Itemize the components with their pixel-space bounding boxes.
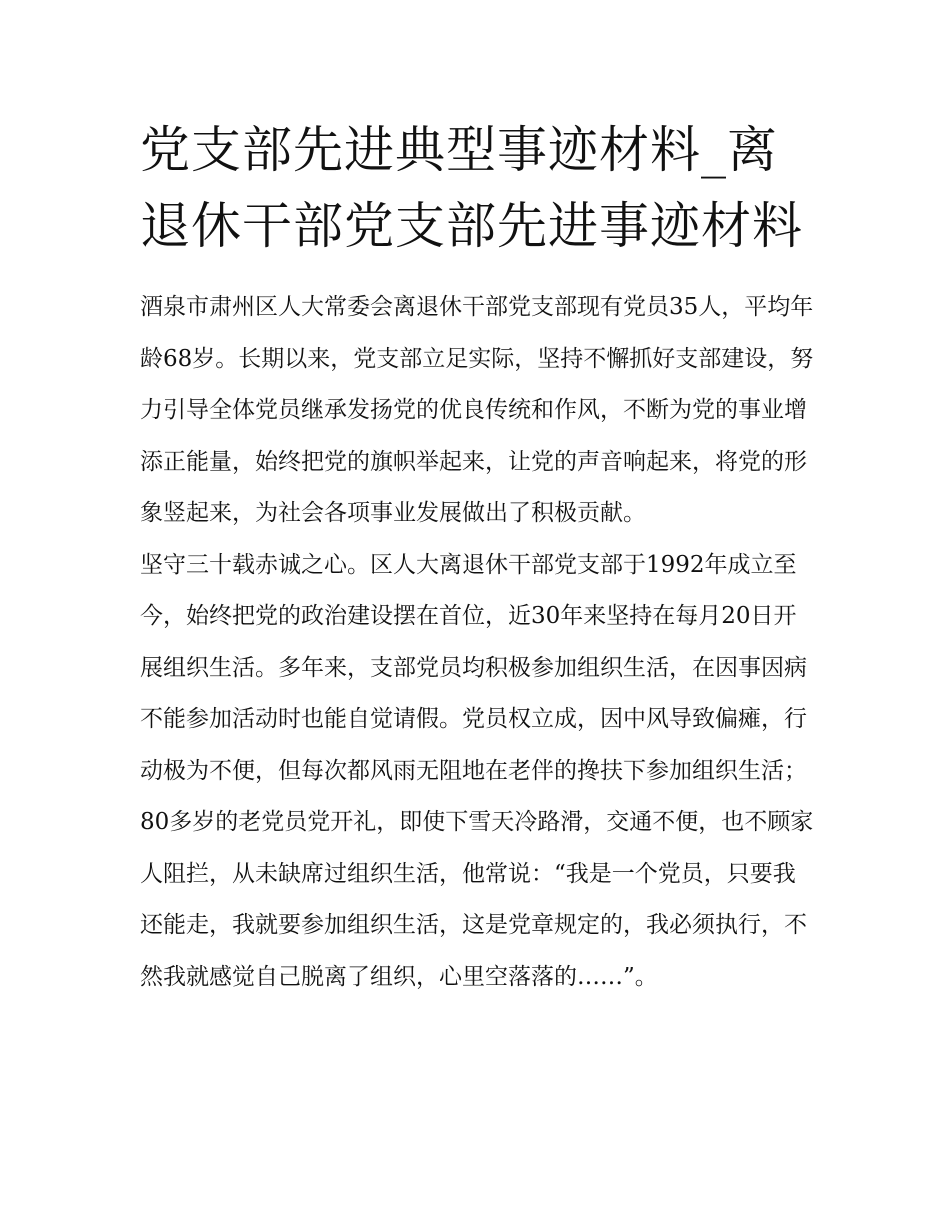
document-page <box>140 112 815 1003</box>
paragraph-intro: 酒泉市肃州区人大常委会离退休干部党支部现有党员35人，平均年龄68岁。长期以来，党支部立足实际，坚持不懈抓好支部建设，努力引导全体党员继承发扬党的优良传统和作风，不断为党的事业增添正能量，始终把党的旗帜举起来，让党的声音响起来，将党的形象竖起来，为社会各项事业发展做出了积极贡献。 <box>140 294 814 526</box>
document-title: 党支部先进典型事迹材料_离退休干部党支部先进事迹材料 <box>140 121 803 255</box>
paragraph-thirty-years: 坚守三十载赤诚之心。区人大离退休干部党支部于1992年成立至今，始终把党的政治建设摆在首位，近30年来坚持在每月20日开展组织生活。多年来，支部党员均积极参加组织生活，在因事因病不能参加活动时也能自觉请假。党员权立成，因中风导致偏瘫，行动极为不便，但每次都风雨无阻地在老伴的搀扶下参加组织生活；80多岁的老党员党开礼，即使下雪天冷路滑，交通不便，也不顾家人阻拦，从未缺席过组织生活，他常说：“我是一个党员，只要我还能走，我就要参加组织生活，这是党章规定的，我必须执行，不然我就感觉自己脱离了组织，心里空落落的……”。 <box>140 551 814 990</box>
